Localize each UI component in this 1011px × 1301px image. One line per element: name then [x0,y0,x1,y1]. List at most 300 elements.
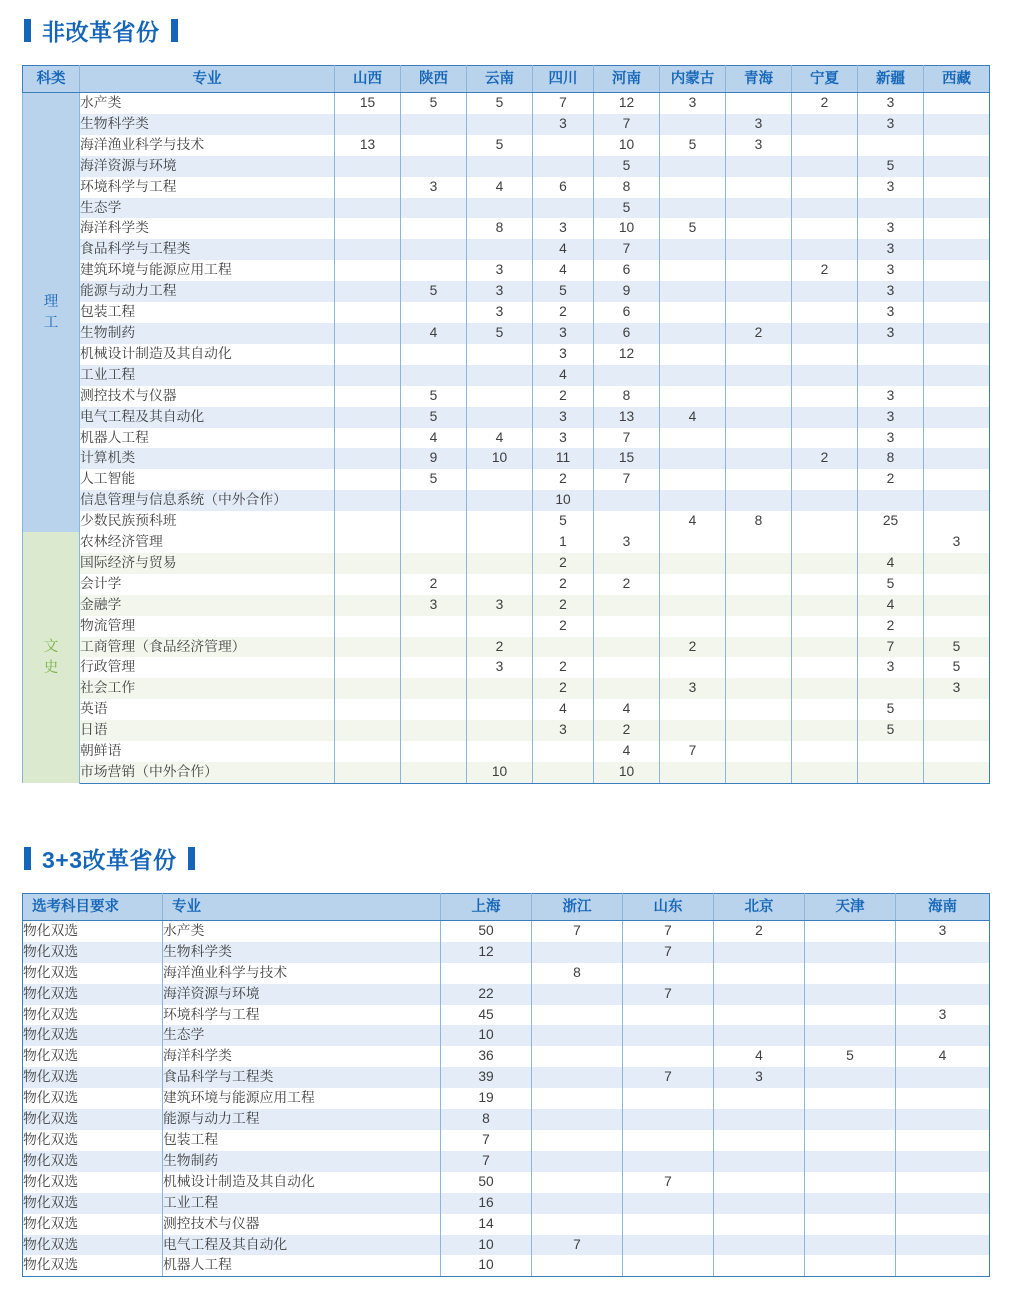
major-name-cell: 工商管理（食品经济管理） [80,637,335,658]
quota-cell: 3 [533,407,594,428]
quota-cell: 22 [441,984,532,1005]
major-name-cell: 海洋资源与环境 [163,984,441,1005]
quota-cell: 3 [924,532,990,553]
quota-cell [726,637,792,658]
quota-cell: 3 [726,114,792,135]
quota-cell: 5 [533,511,594,532]
quota-cell [805,1130,896,1151]
quota-cell [924,741,990,762]
quota-cell: 3 [467,657,533,678]
quota-cell [532,1214,623,1235]
quota-cell [660,281,726,302]
major-name-cell: 食品科学与工程类 [163,1067,441,1088]
quota-cell [660,428,726,449]
quota-cell [660,574,726,595]
quota-cell [660,386,726,407]
quota-cell [335,281,401,302]
quota-cell [335,198,401,219]
quota-cell: 2 [533,678,594,699]
table-row [23,595,990,616]
quota-cell: 4 [533,699,594,720]
table-row [23,720,990,741]
quota-cell [726,177,792,198]
table2-col-header: 北京 [714,893,805,920]
quota-cell [660,762,726,783]
quota-cell: 3 [924,678,990,699]
quota-cell [805,1151,896,1172]
major-name-cell: 环境科学与工程 [80,177,335,198]
quota-cell [792,469,858,490]
quota-cell [401,114,467,135]
quota-cell [924,302,990,323]
quota-cell: 3 [858,302,924,323]
table2-col-header: 海南 [896,893,990,920]
quota-cell [805,1067,896,1088]
quota-cell [533,741,594,762]
quota-cell [924,260,990,281]
quota-cell: 8 [532,963,623,984]
quota-cell [401,637,467,658]
quota-cell [714,1193,805,1214]
heading-bar-right-icon [171,19,178,42]
quota-cell [532,1088,623,1109]
quota-cell [401,135,467,156]
quota-cell [467,490,533,511]
quota-cell: 2 [467,637,533,658]
table1-col-header: 山西 [335,66,401,93]
quota-cell: 3 [858,281,924,302]
quota-cell [792,574,858,595]
table-row [23,218,990,239]
quota-cell: 4 [401,323,467,344]
quota-cell [858,741,924,762]
quota-cell: 2 [533,595,594,616]
table-row [23,1088,990,1109]
quota-cell: 50 [441,1172,532,1193]
quota-cell [726,448,792,469]
quota-cell [467,156,533,177]
quota-cell [623,1109,714,1130]
quota-cell [805,1193,896,1214]
quota-cell: 10 [441,1025,532,1046]
quota-cell [401,553,467,574]
quota-cell [467,386,533,407]
quota-cell: 25 [858,511,924,532]
table1-header-row [23,66,990,93]
quota-cell: 7 [441,1151,532,1172]
table-row [23,281,990,302]
quota-cell: 50 [441,920,532,941]
quota-cell: 10 [467,448,533,469]
major-name-cell: 日语 [80,720,335,741]
quota-cell [467,553,533,574]
quota-cell: 4 [401,428,467,449]
quota-cell [623,1130,714,1151]
quota-cell [335,365,401,386]
quota-cell: 3 [896,1005,990,1026]
quota-cell [896,963,990,984]
table1-col-header: 宁夏 [792,66,858,93]
table-row [23,553,990,574]
quota-cell [896,1255,990,1276]
quota-cell [924,720,990,741]
quota-cell [714,963,805,984]
table-row [23,1151,990,1172]
quota-cell: 3 [467,260,533,281]
quota-cell: 7 [594,114,660,135]
major-name-cell: 机械设计制造及其自动化 [80,344,335,365]
quota-cell: 4 [533,260,594,281]
major-name-cell: 海洋资源与环境 [80,156,335,177]
quota-cell [726,553,792,574]
table-row [23,386,990,407]
table1-col-header: 云南 [467,66,533,93]
major-name-cell: 少数民族预科班 [80,511,335,532]
quota-cell [726,574,792,595]
quota-cell [660,365,726,386]
table-row [23,93,990,114]
quota-cell [714,1255,805,1276]
quota-cell: 7 [858,637,924,658]
table-row [23,942,990,963]
quota-cell [792,720,858,741]
quota-cell [335,490,401,511]
quota-cell [467,741,533,762]
quota-cell: 3 [858,218,924,239]
quota-cell [858,198,924,219]
quota-cell: 4 [896,1046,990,1067]
quota-cell: 5 [660,135,726,156]
quota-cell [532,1255,623,1276]
quota-cell [623,1005,714,1026]
quota-cell [467,469,533,490]
quota-cell: 5 [924,637,990,658]
quota-cell [660,553,726,574]
quota-cell [623,1046,714,1067]
major-name-cell: 生态学 [80,198,335,219]
quota-cell [533,135,594,156]
quota-cell [726,281,792,302]
quota-cell [401,156,467,177]
quota-cell: 3 [533,428,594,449]
quota-cell [660,448,726,469]
quota-cell: 5 [467,93,533,114]
major-name-cell: 包装工程 [163,1130,441,1151]
table1-col-header: 陕西 [401,66,467,93]
quota-cell [467,365,533,386]
table-row [23,637,990,658]
subject-requirement-cell: 物化双选 [23,1172,163,1193]
quota-cell [726,239,792,260]
major-name-cell: 能源与动力工程 [163,1109,441,1130]
quota-cell [726,428,792,449]
major-name-cell: 测控技术与仪器 [163,1214,441,1235]
quota-cell [441,963,532,984]
table-row [23,302,990,323]
quota-cell: 3 [533,720,594,741]
quota-cell: 7 [623,984,714,1005]
quota-cell [805,942,896,963]
quota-cell [623,963,714,984]
table1-col-header: 四川 [533,66,594,93]
table-row [23,963,990,984]
quota-cell [335,720,401,741]
quota-cell: 3 [401,177,467,198]
quota-cell [805,1255,896,1276]
major-name-cell: 物流管理 [80,616,335,637]
quota-cell: 3 [896,920,990,941]
table-row [23,762,990,783]
quota-cell [924,114,990,135]
quota-cell [726,678,792,699]
quota-cell [467,720,533,741]
non-reform-provinces-table [22,65,990,784]
quota-cell [792,177,858,198]
quota-cell [401,616,467,637]
table-row [23,1109,990,1130]
quota-cell: 3 [858,239,924,260]
major-name-cell: 信息管理与信息系统（中外合作） [80,490,335,511]
category-cell-arts: 文 史 [23,532,80,783]
quota-cell [401,239,467,260]
quota-cell [532,1109,623,1130]
quota-cell [335,407,401,428]
quota-cell: 2 [594,720,660,741]
table-row [23,1046,990,1067]
quota-cell: 9 [401,448,467,469]
quota-cell: 5 [594,198,660,219]
quota-cell [594,365,660,386]
quota-cell: 5 [924,657,990,678]
quota-cell [792,678,858,699]
quota-cell [726,699,792,720]
quota-cell [924,762,990,783]
table-row [23,920,990,941]
quota-cell: 5 [660,218,726,239]
major-name-cell: 海洋科学类 [163,1046,441,1067]
quota-cell: 8 [726,511,792,532]
quota-cell: 4 [594,699,660,720]
quota-cell: 5 [858,156,924,177]
table-row [23,1214,990,1235]
table-row [23,156,990,177]
table-row [23,657,990,678]
subject-requirement-cell: 物化双选 [23,1235,163,1256]
major-name-cell: 海洋渔业科学与技术 [163,963,441,984]
quota-cell [660,302,726,323]
section-heading-reform33 [0,842,1011,875]
quota-cell [805,1109,896,1130]
table-row [23,448,990,469]
table2-col-header: 专业 [163,893,441,920]
major-name-cell: 机械设计制造及其自动化 [163,1172,441,1193]
quota-cell: 7 [594,469,660,490]
quota-cell: 6 [533,177,594,198]
quota-cell [467,407,533,428]
heading-bar-right-icon-2 [188,847,195,870]
quota-cell: 6 [594,302,660,323]
quota-cell [532,1005,623,1026]
quota-cell: 3 [467,595,533,616]
quota-cell [792,741,858,762]
quota-cell: 4 [533,365,594,386]
quota-cell [726,93,792,114]
quota-cell [594,678,660,699]
quota-cell [467,699,533,720]
table-row [23,407,990,428]
quota-cell [335,177,401,198]
quota-cell [532,984,623,1005]
major-name-cell: 英语 [80,699,335,720]
quota-cell [896,1067,990,1088]
quota-cell: 5 [594,156,660,177]
quota-cell [335,448,401,469]
quota-cell [401,260,467,281]
quota-cell: 5 [401,407,467,428]
table1-col-header: 新疆 [858,66,924,93]
major-name-cell: 人工智能 [80,469,335,490]
quota-cell [726,616,792,637]
subject-requirement-cell: 物化双选 [23,942,163,963]
quota-cell [726,490,792,511]
quota-cell [532,1151,623,1172]
quota-cell: 5 [858,699,924,720]
quota-cell [335,553,401,574]
quota-cell: 3 [594,532,660,553]
quota-cell: 12 [594,344,660,365]
table1-col-header: 专业 [80,66,335,93]
quota-cell [532,1067,623,1088]
quota-cell [792,156,858,177]
quota-cell [924,469,990,490]
quota-cell: 8 [594,177,660,198]
quota-cell: 4 [467,428,533,449]
quota-cell [532,1130,623,1151]
major-name-cell: 食品科学与工程类 [80,239,335,260]
quota-cell: 7 [594,428,660,449]
quota-cell [924,135,990,156]
quota-cell [401,302,467,323]
quota-cell [623,1088,714,1109]
quota-cell [594,657,660,678]
quota-cell [924,218,990,239]
quota-cell [335,699,401,720]
quota-cell [924,699,990,720]
quota-cell: 2 [533,386,594,407]
table2-col-header: 选考科目要求 [23,893,163,920]
major-name-cell: 机器人工程 [80,428,335,449]
quota-cell [805,1088,896,1109]
table-row [23,177,990,198]
table-row [23,1067,990,1088]
quota-cell: 7 [532,1235,623,1256]
quota-cell [623,1235,714,1256]
quota-cell [335,595,401,616]
quota-cell [924,344,990,365]
quota-cell [623,1193,714,1214]
quota-cell [726,720,792,741]
quota-cell [924,198,990,219]
major-name-cell: 电气工程及其自动化 [80,407,335,428]
quota-cell [594,490,660,511]
quota-cell [335,741,401,762]
quota-cell: 2 [858,616,924,637]
quota-cell [660,595,726,616]
table-row [23,699,990,720]
table-row [23,198,990,219]
quota-cell [660,490,726,511]
quota-cell [660,114,726,135]
quota-cell: 3 [533,218,594,239]
quota-cell [792,344,858,365]
table1-body [23,93,990,784]
quota-cell [726,595,792,616]
quota-cell: 2 [726,323,792,344]
quota-cell [792,595,858,616]
quota-cell [792,198,858,219]
table-row [23,1255,990,1276]
quota-cell: 7 [623,920,714,941]
table-row [23,1172,990,1193]
quota-cell [924,281,990,302]
quota-cell: 10 [467,762,533,783]
table1-col-header: 内蒙古 [660,66,726,93]
quota-cell [896,1109,990,1130]
table-row [23,1130,990,1151]
quota-cell [726,218,792,239]
quota-cell [401,678,467,699]
quota-cell [401,741,467,762]
quota-cell: 3 [858,407,924,428]
major-name-cell: 水产类 [80,93,335,114]
quota-cell: 5 [401,469,467,490]
quota-cell [335,637,401,658]
quota-cell: 7 [532,920,623,941]
quota-cell: 5 [858,720,924,741]
quota-cell: 3 [858,386,924,407]
quota-cell: 2 [792,93,858,114]
quota-cell [660,156,726,177]
quota-cell [805,984,896,1005]
quota-cell [532,1025,623,1046]
quota-cell [467,574,533,595]
quota-cell: 4 [858,595,924,616]
quota-cell: 19 [441,1088,532,1109]
quota-cell: 4 [858,553,924,574]
quota-cell [924,177,990,198]
quota-cell [792,637,858,658]
quota-cell [924,574,990,595]
table2-col-header: 浙江 [532,893,623,920]
major-name-cell: 国际经济与贸易 [80,553,335,574]
table1-wrapper [22,65,989,784]
quota-cell [792,511,858,532]
quota-cell [792,699,858,720]
quota-cell [660,260,726,281]
quota-cell [726,741,792,762]
quota-cell: 3 [858,260,924,281]
quota-cell [792,135,858,156]
quota-cell [594,637,660,658]
quota-cell [660,323,726,344]
quota-cell [623,1214,714,1235]
table-row [23,490,990,511]
table-row [23,741,990,762]
section-heading-non-reform [0,14,1011,47]
quota-cell [401,657,467,678]
subject-requirement-cell: 物化双选 [23,1214,163,1235]
major-name-cell: 朝鲜语 [80,741,335,762]
